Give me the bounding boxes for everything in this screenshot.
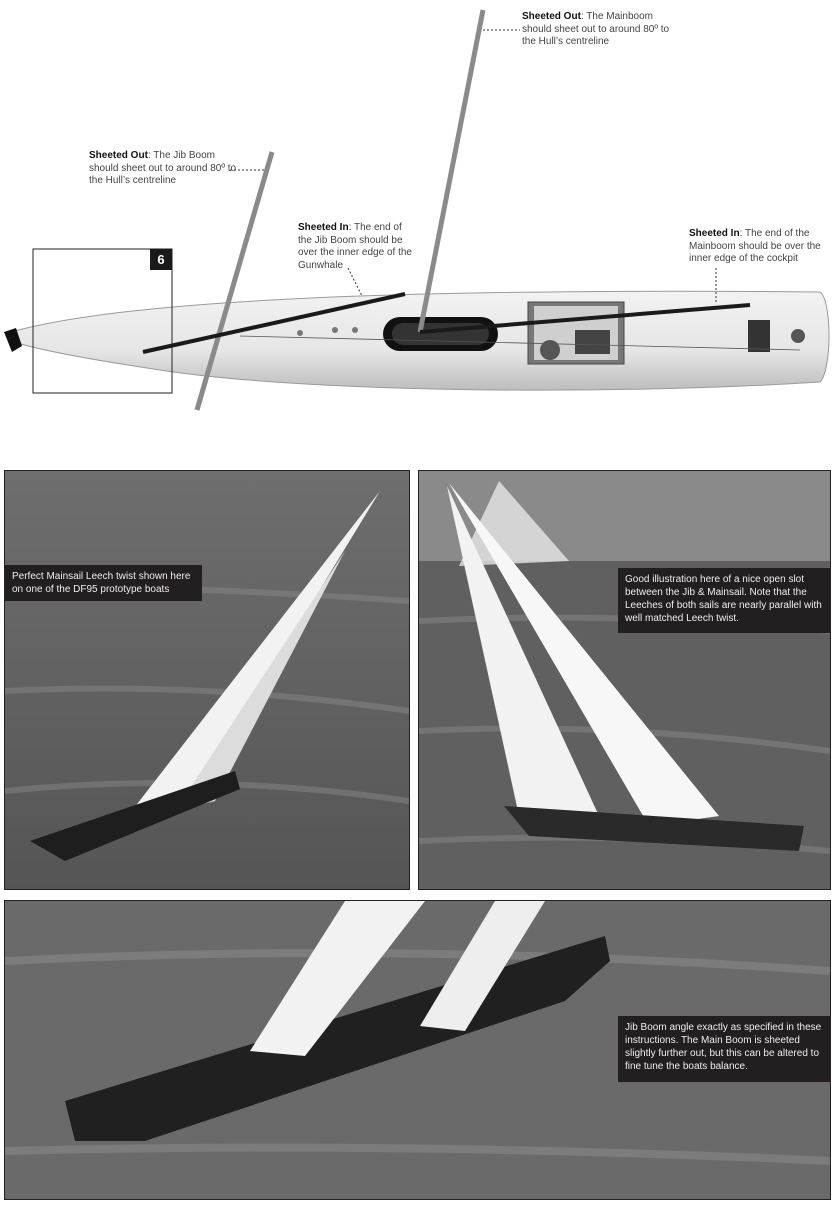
- photo-open-slot: [418, 470, 831, 890]
- annotation-title: Sheeted Out: [89, 150, 148, 161]
- annotation-text: : The Jib Boom should sheet out to around 80º to the Hull’s centreline: [89, 150, 237, 186]
- annotation-jib-sheeted-in: [298, 222, 418, 272]
- photo-caption: Good illustration here of a nice open slot between the Jib & Mainsail. Note that the Leeches of both sails are nearly parallel with well matched Leech twist.: [618, 568, 830, 633]
- photo-jib-boom-angle: [4, 900, 831, 1200]
- annotation-jib-sheeted-out: [89, 150, 239, 188]
- main-boom-out: [420, 10, 483, 332]
- annotation-text: : The end of the Jib Boom should be over the inner edge of the Gunwhale: [298, 222, 412, 271]
- step-number: 6: [150, 249, 172, 270]
- annotation-text: : The end of the Mainboom should be over the inner edge of the cockpit: [689, 228, 821, 264]
- annotation-title: Sheeted Out: [522, 11, 581, 22]
- photo-caption: Jib Boom angle exactly as specified in these instructions. The Main Boom is sheeted slightly further out, but this can be altered to fine tune the boats balance.: [618, 1016, 830, 1082]
- photo-mainsail-leech: [4, 470, 410, 890]
- annotation-main-sheeted-in: [689, 228, 829, 266]
- annotation-text: : The Mainboom should sheet out to around 80º to the Hull’s centreline: [522, 11, 670, 47]
- photo-caption: Perfect Mainsail Leech twist shown here on one of the DF95 prototype boats: [5, 565, 202, 601]
- hull-diagram: [0, 0, 836, 440]
- annotation-title: Sheeted In: [689, 228, 740, 239]
- annotation-main-sheeted-out: [522, 11, 672, 49]
- annotation-title: Sheeted In: [298, 222, 349, 233]
